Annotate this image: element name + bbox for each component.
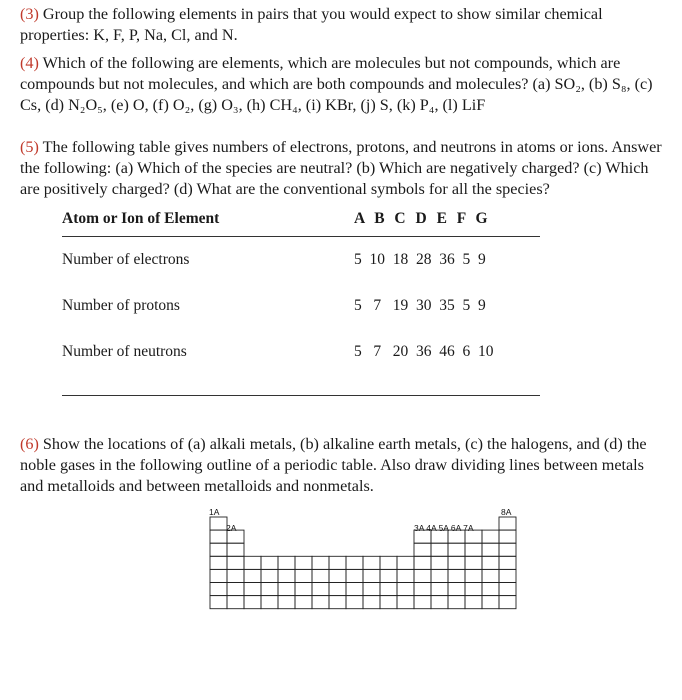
periodic-cell — [278, 583, 295, 596]
periodic-cell — [380, 596, 397, 609]
periodic-cell — [448, 596, 465, 609]
periodic-cell — [227, 569, 244, 582]
table-header-label: Atom or Ion of Element — [62, 210, 220, 227]
periodic-cell — [261, 583, 278, 596]
periodic-cell — [244, 596, 261, 609]
question-number: (5) — [20, 138, 39, 156]
question-text: Group the following elements in pairs that you would expect to show similar chemical properties: K, F, P, Na, Cl, and N. — [20, 5, 603, 44]
periodic-cell — [210, 556, 227, 569]
question-text: Which of the following are elements, which are molecules but not compounds, which are compounds but not molecules, and which are both compounds and molecules? (a) SO₂, (b) S₈, (c) Cs, (d) N₂O₅, (e) O, (f) O₂, (g) O₃, (h) CH₄, (i) KBr, (j) S, (k) P₄, (l) LiF — [20, 54, 653, 114]
periodic-cell — [414, 556, 431, 569]
periodic-cell — [397, 596, 414, 609]
periodic-cell — [312, 556, 329, 569]
periodic-cell — [465, 569, 482, 582]
periodic-cell — [261, 569, 278, 582]
table-bottom-rule — [62, 395, 540, 396]
row-values: 5 10 18 28 36 5 9 — [354, 237, 540, 284]
periodic-cell — [397, 583, 414, 596]
periodic-cell — [227, 596, 244, 609]
periodic-cell — [499, 569, 516, 582]
periodic-cell — [227, 583, 244, 596]
question-4 — [20, 53, 670, 116]
periodic-cell — [329, 583, 346, 596]
periodic-cell — [210, 583, 227, 596]
periodic-cell — [329, 556, 346, 569]
periodic-cell — [244, 583, 261, 596]
periodic-cell — [431, 556, 448, 569]
periodic-cell — [346, 556, 363, 569]
periodic-cell — [329, 596, 346, 609]
periodic-cell — [295, 583, 312, 596]
periodic-cell — [295, 596, 312, 609]
periodic-cell — [499, 596, 516, 609]
table-row — [62, 237, 540, 284]
periodic-cell — [499, 530, 516, 543]
question-5 — [20, 137, 670, 200]
periodic-cell — [210, 596, 227, 609]
periodic-cell — [244, 569, 261, 582]
periodic-cell — [482, 569, 499, 582]
periodic-cell — [448, 583, 465, 596]
periodic-cell — [499, 543, 516, 556]
periodic-cell — [482, 530, 499, 543]
periodic-cell — [482, 583, 499, 596]
periodic-cell — [431, 543, 448, 556]
periodic-cell — [329, 569, 346, 582]
periodic-cell — [363, 596, 380, 609]
periodic-cell — [380, 569, 397, 582]
periodic-cell — [312, 583, 329, 596]
periodic-cell — [431, 569, 448, 582]
periodic-cell — [363, 583, 380, 596]
question-number: (4) — [20, 54, 39, 72]
periodic-cell — [295, 569, 312, 582]
periodic-cell — [244, 556, 261, 569]
label-1a: 1A — [209, 507, 220, 517]
row-label: Number of neutrons — [62, 343, 187, 360]
periodic-cell — [380, 556, 397, 569]
label-8a: 8A — [501, 507, 512, 517]
periodic-cell — [482, 556, 499, 569]
periodic-cell — [278, 556, 295, 569]
periodic-cell — [346, 569, 363, 582]
question-6 — [20, 434, 670, 497]
label-2a: 2A — [226, 523, 237, 533]
periodic-cell — [465, 543, 482, 556]
periodic-cell — [227, 556, 244, 569]
periodic-cell — [397, 569, 414, 582]
periodic-cell — [448, 556, 465, 569]
periodic-cell — [363, 569, 380, 582]
periodic-cell — [210, 543, 227, 556]
periodic-cell — [499, 556, 516, 569]
periodic-cell — [431, 583, 448, 596]
periodic-cell — [499, 583, 516, 596]
periodic-cell — [261, 596, 278, 609]
periodic-cell — [448, 569, 465, 582]
periodic-cell — [261, 556, 278, 569]
table-header-row — [62, 202, 540, 237]
row-label: Number of electrons — [62, 237, 354, 284]
periodic-cell — [414, 543, 431, 556]
periodic-cell — [210, 569, 227, 582]
row-label: Number of protons — [62, 297, 180, 314]
periodic-cell — [448, 543, 465, 556]
periodic-cell — [278, 596, 295, 609]
periodic-cell — [397, 556, 414, 569]
periodic-cell — [465, 583, 482, 596]
periodic-cell — [414, 569, 431, 582]
periodic-cell — [414, 596, 431, 609]
periodic-cell — [210, 530, 227, 543]
periodic-cell — [295, 556, 312, 569]
table-header-values: A B C D E F G — [354, 210, 488, 227]
periodic-cell — [482, 543, 499, 556]
table-row — [62, 329, 540, 375]
periodic-cell — [431, 596, 448, 609]
periodic-cell — [465, 556, 482, 569]
table-row — [62, 283, 540, 329]
periodic-cell — [346, 596, 363, 609]
periodic-cell — [363, 556, 380, 569]
periodic-cell — [278, 569, 295, 582]
question-3 — [20, 4, 670, 46]
periodic-cell — [227, 543, 244, 556]
row-values: 5 7 19 30 35 5 9 — [354, 297, 486, 314]
periodic-cell — [210, 517, 227, 530]
question-text: The following table gives numbers of electrons, protons, and neutrons in atoms or ions. Answer the following: (a) Which of the species are neutral? (b) Which are negatively charged? (c) Which are positively charged? (d) What are the conventional symbols for all the species? — [20, 138, 662, 198]
periodic-cell — [346, 583, 363, 596]
question-text: Show the locations of (a) alkali metals, (b) alkaline earth metals, (c) the halogens, and (d) the noble gases in the following outline of a periodic table. Also draw dividing lines between metals and metalloids and between metalloids and nonmetals. — [20, 435, 647, 495]
question-number: (3) — [20, 5, 39, 23]
periodic-cell — [312, 596, 329, 609]
periodic-cell — [499, 517, 516, 530]
periodic-cell — [482, 596, 499, 609]
periodic-cell — [380, 583, 397, 596]
row-values: 5 7 20 36 46 6 10 — [354, 343, 494, 360]
periodic-cell — [465, 596, 482, 609]
periodic-cell — [414, 583, 431, 596]
question-number: (6) — [20, 435, 39, 453]
particle-table — [62, 202, 540, 375]
label-groups-3a-7a: 3A 4A 5A 6A 7A — [414, 523, 474, 533]
periodic-cell — [312, 569, 329, 582]
